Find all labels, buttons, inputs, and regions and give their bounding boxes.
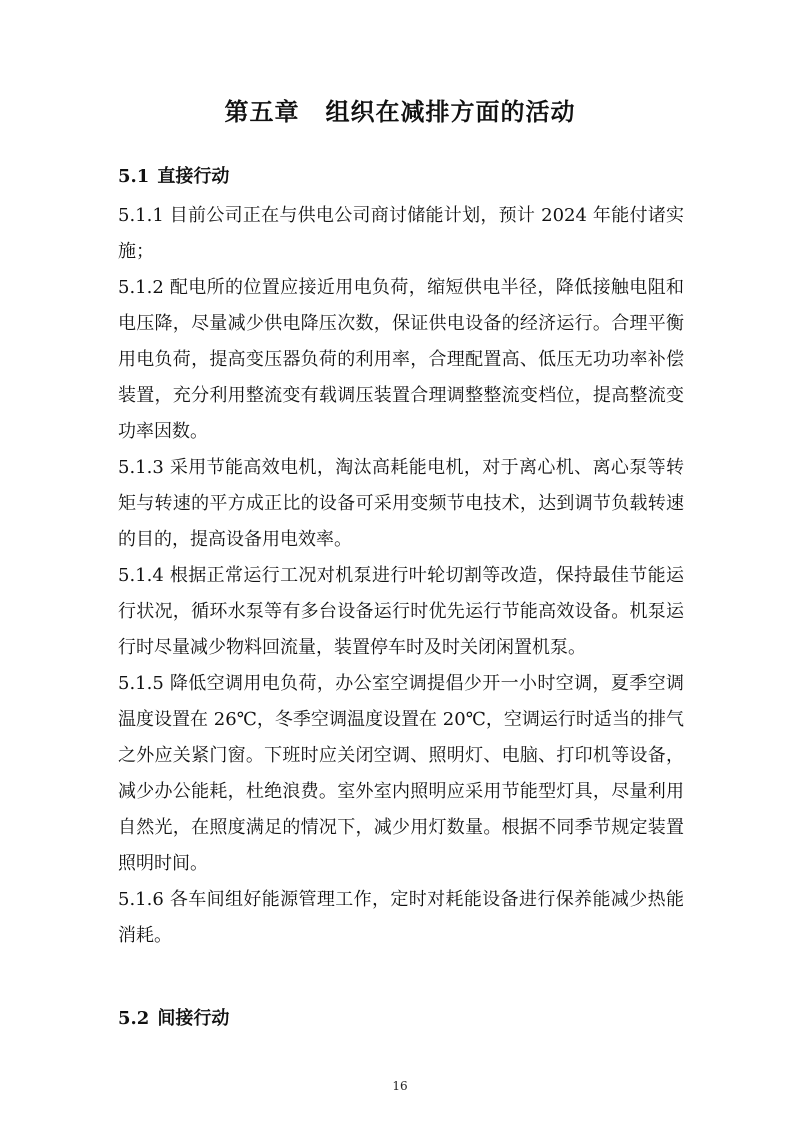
page-number: 16 [392, 1079, 408, 1093]
section-title: 间接行动 [157, 1008, 230, 1029]
chapter-title-text: 组织在减排方面的活动 [325, 97, 576, 126]
paragraph-5-1-2: 5.1.2 配电所的位置应接近用电负荷，缩短供电半径，降低接触电阻和电压降，尽量减少供电降压次数，保证供电设备的经济运行。合理平衡用电负荷，提高变压器负荷的利用率，合理配置高、低压无功功率补偿装置，充分利用整流变有载调压装置合理调整整流变档位，提高整流变功率因数。 [118, 277, 684, 442]
section-number: 5.2 [118, 1008, 150, 1029]
paragraph-5-1-4: 5.1.4 根据正常运行工况对机泵进行叶轮切割等改造，保持最佳节能运行状况，循环水泵等有多台设备运行时优先运行节能高效设备。机泵运行时尽量减少物料回流量，装置停车时及时关闭闲置机泵。 [118, 565, 684, 658]
chapter-label: 第五章 [224, 97, 300, 126]
paragraph-5-1-1: 5.1.1 目前公司正在与供电公司商讨储能计划，预计 2024 年能付诸实施； [118, 205, 684, 262]
paragraph-5-1-6: 5.1.6 各车间组好能源管理工作，定时对耗能设备进行保养能减少热能消耗。 [118, 889, 684, 946]
section-heading-5-2 [118, 1004, 229, 1030]
paragraph-5-1-3: 5.1.3 采用节能高效电机，淘汰高耗能电机，对于离心机、离心泵等转矩与转速的平方成正比的设备可采用变频节电技术，达到调节负载转速的目的，提高设备用电效率。 [118, 457, 684, 550]
chapter-title [0, 92, 800, 127]
paragraph-5-1-5: 5.1.5 降低空调用电负荷，办公室空调提倡少开一小时空调，夏季空调温度设置在 26℃，冬季空调温度设置在 20℃，空调运行时适当的排气之外应关紧门窗。下班时应关闭空调、照明灯、电脑、打印机等设备，减少办公能耗，杜绝浪费。室外室内照明应采用节能型灯具，尽量利用自然光，在照度满足的情况下，减少用灯数量。根据不同季节规定装置照明时间。 [118, 673, 684, 874]
section-number: 5.1 [118, 166, 150, 187]
section-heading-5-1 [118, 162, 229, 188]
body-text [118, 198, 684, 954]
section-title: 直接行动 [157, 166, 230, 187]
